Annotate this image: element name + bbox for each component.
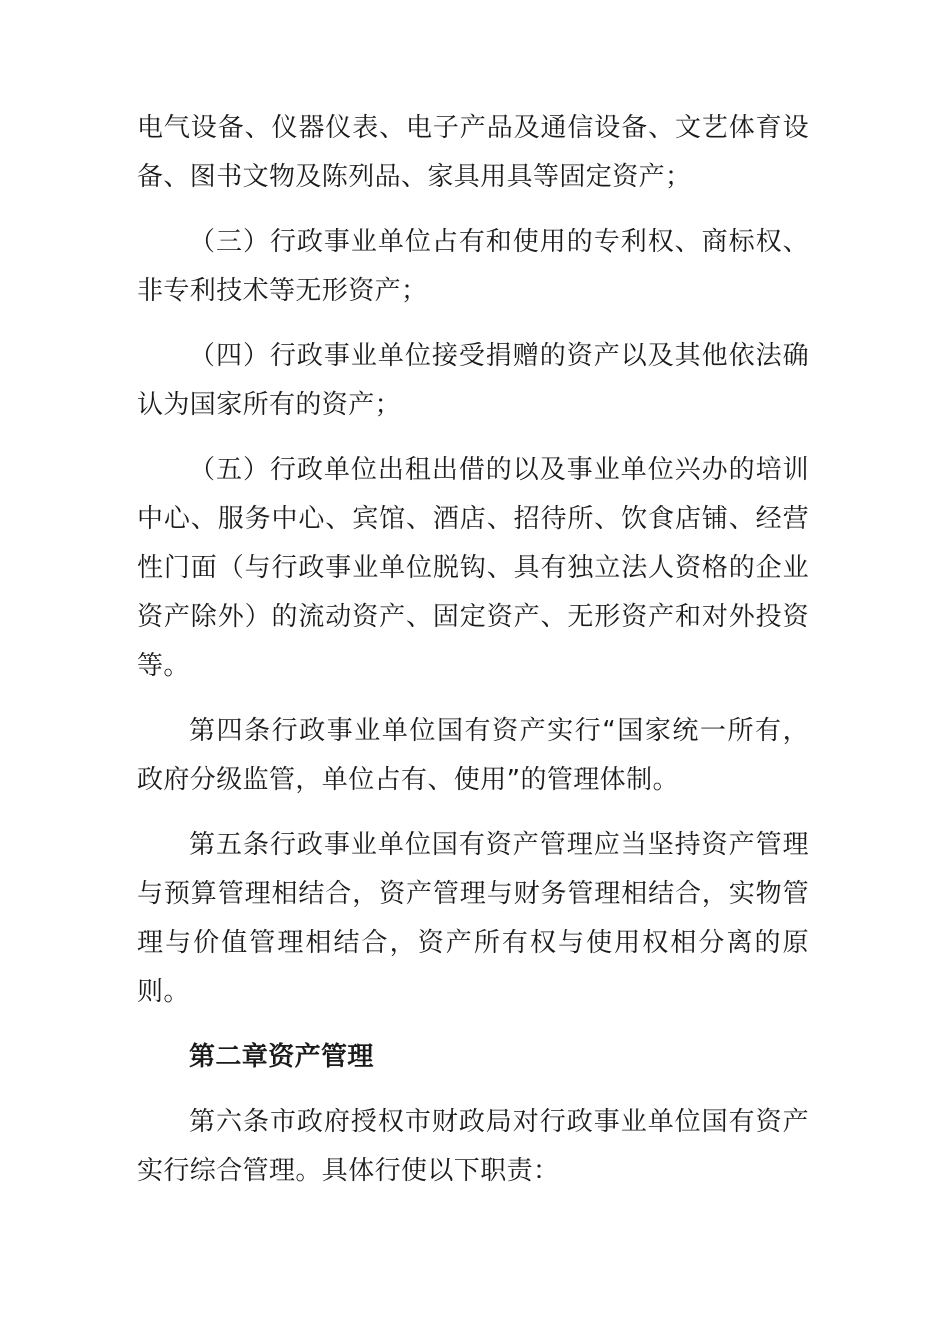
paragraph-article-four: 第四条行政事业单位国有资产实行“国家统一所有，政府分级监管，单位占有、使用”的管理体制。 (137, 716, 809, 795)
paragraph-fixed-assets-continued: 电气设备、仪器仪表、电子产品及通信设备、文艺体育设备、图书文物及陈列品、家具用具等固定资产； (137, 113, 809, 192)
paragraph-item-five: （五）行政单位出租出借的以及事业单位兴办的培训中心、服务中心、宾馆、酒店、招待所、饮食店铺、经营性门面（与行政事业单位脱钩、具有独立法人资格的企业资产除外）的流动资产、固定资产、无形资产和对外投资等。 (137, 455, 809, 681)
paragraph-article-five: 第五条行政事业单位国有资产管理应当坚持资产管理与预算管理相结合，资产管理与财务管理相结合，实物管理与价值管理相结合，资产所有权与使用权相分离的原则。 (137, 830, 809, 1007)
paragraph-article-six: 第六条市政府授权市财政局对行政事业单位国有资产实行综合管理。具体行使以下职责： (137, 1107, 809, 1186)
paragraph-item-three: （三）行政事业单位占有和使用的专利权、商标权、非专利技术等无形资产； (137, 227, 809, 306)
paragraph-item-four: （四）行政事业单位接受捐赠的资产以及其他依法确认为国家所有的资产； (137, 341, 809, 420)
chapter-heading: 第二章资产管理 (189, 1042, 374, 1072)
document-body (137, 104, 809, 1212)
